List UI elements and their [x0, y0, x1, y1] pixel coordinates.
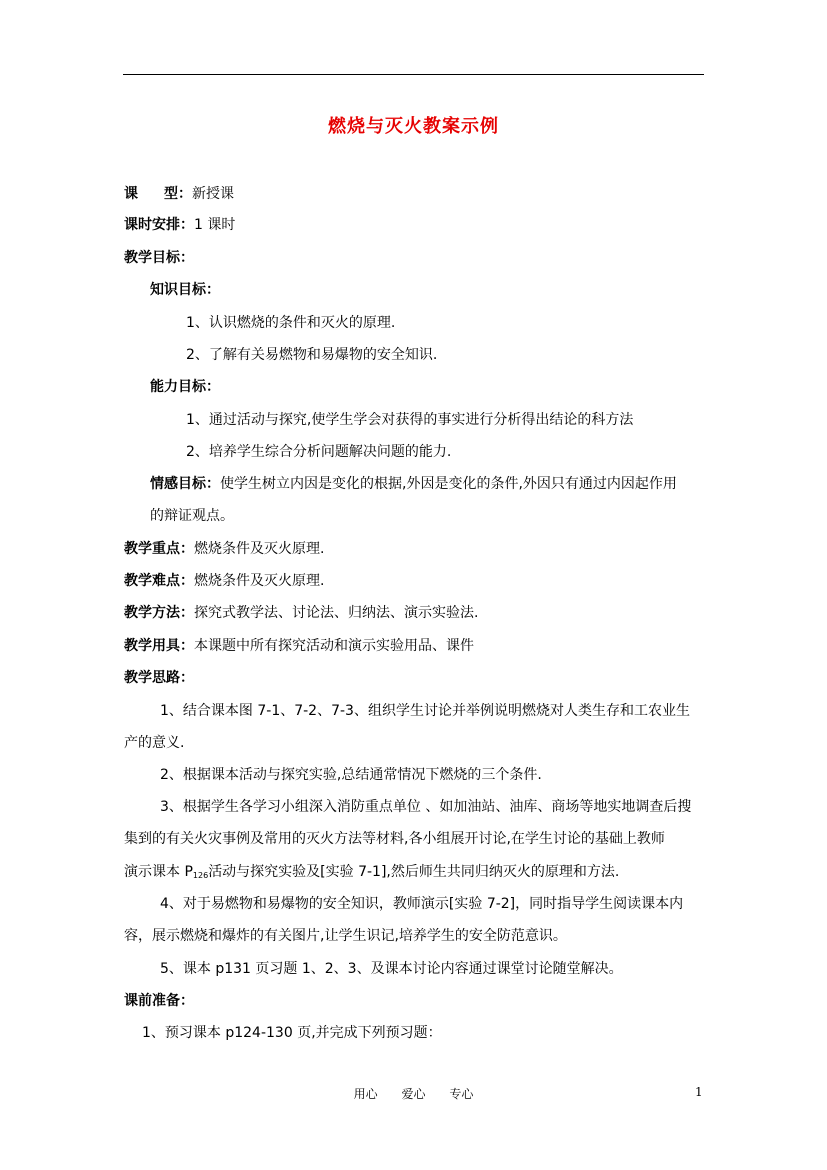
course-type-label-a: 课: [124, 186, 164, 202]
footer-text: 爱心: [401, 1087, 426, 1101]
method-label: 教学方法：: [124, 605, 194, 621]
schedule-value: 1 课时: [194, 217, 236, 233]
method-text: 探究式教学法、讨论法、归纳法、演示实验法.: [194, 605, 479, 621]
tools-text: 本课题中所有探究活动和演示实验用品、课件: [194, 638, 474, 654]
course-type-line: [124, 184, 234, 204]
prep-item: 1、预习课本 p124-130 页,并完成下列预习题：: [142, 1025, 442, 1041]
page-subscript: 126: [192, 871, 209, 880]
approach-text: 演示课本 P: [124, 864, 193, 880]
tools-line: [124, 636, 474, 656]
approach-paragraph: 4、对于易燃物和易爆物的安全知识，教师演示[实验 7-2]，同时指导学生阅读课本内: [160, 896, 684, 912]
knowledge-item: 1、认识燃烧的条件和灭火的原理.: [186, 315, 396, 331]
ability-item: 1、通过活动与探究,使学生学会对获得的事实进行分析得出结论的科方法: [186, 412, 634, 428]
header-rule: [123, 74, 704, 75]
approach-paragraph: 3、根据学生各学习小组深入消防重点单位 、如加油站、油库、商场等地实地调查后搜: [160, 799, 692, 815]
ability-item: 2、培养学生综合分析问题解决问题的能力.: [186, 444, 452, 460]
approach-paragraph: 集到的有关火灾事例及常用的灭火方法等材料,各小组展开讨论,在学生讨论的基础上教师: [124, 831, 665, 847]
knowledge-heading: 知识目标：: [150, 282, 220, 298]
footer-text: 专心: [449, 1087, 474, 1101]
approach-paragraph: 容，展示燃烧和爆炸的有关图片,让学生识记,培养学生的安全防范意识。: [124, 928, 567, 944]
schedule-line: [124, 215, 235, 235]
difficulty-text: 燃烧条件及灭火原理.: [194, 573, 325, 589]
schedule-label: 课时安排：: [124, 217, 194, 233]
approach-paragraph: 5、课本 p131 页习题 1、2、3、及课本讨论内容通过课堂讨论随堂解决。: [160, 961, 623, 977]
approach-paragraph: [124, 862, 619, 886]
course-type-value: 新授课: [192, 186, 234, 202]
knowledge-item: 2、了解有关易燃物和易爆物的安全知识.: [186, 347, 438, 363]
tools-label: 教学用具：: [124, 638, 194, 654]
ability-heading: 能力目标：: [150, 379, 220, 395]
key-point-text: 燃烧条件及灭火原理.: [194, 541, 325, 557]
emotion-text: 使学生树立内因是变化的根据,外因是变化的条件,外因只有通过内因起作用: [220, 476, 677, 492]
emotion-line: [150, 474, 677, 494]
prep-heading: 课前准备：: [124, 993, 194, 1009]
emotion-text-cont: 的辩证观点。: [150, 508, 234, 524]
approach-paragraph: 1、结合课本图 7-1、7-2、7-3、组织学生讨论并举例说明燃烧对人类生存和工农业生: [160, 703, 690, 719]
page-title: 燃烧与灭火教案示例: [328, 116, 499, 137]
course-type-label-b: 型：: [164, 186, 192, 202]
key-point-label: 教学重点：: [124, 541, 194, 557]
difficulty-label: 教学难点：: [124, 573, 194, 589]
footer-text: 用心: [353, 1087, 378, 1101]
page-number: 1: [695, 1085, 703, 1099]
approach-text: 活动与探究实验及[实验 7-1],然后师生共同归纳灭火的原理和方法.: [208, 864, 620, 880]
objectives-heading: 教学目标：: [124, 250, 194, 266]
approach-paragraph: 产的意义.: [124, 735, 185, 751]
method-line: [124, 603, 478, 623]
approach-paragraph: 2、根据课本活动与探究实验,总结通常情况下燃烧的三个条件.: [160, 767, 542, 783]
key-point-line: [124, 539, 324, 559]
footer: [0, 1085, 827, 1102]
approach-heading: 教学思路：: [124, 670, 194, 686]
difficulty-line: [124, 571, 324, 591]
emotion-heading: 情感目标：: [150, 476, 220, 492]
